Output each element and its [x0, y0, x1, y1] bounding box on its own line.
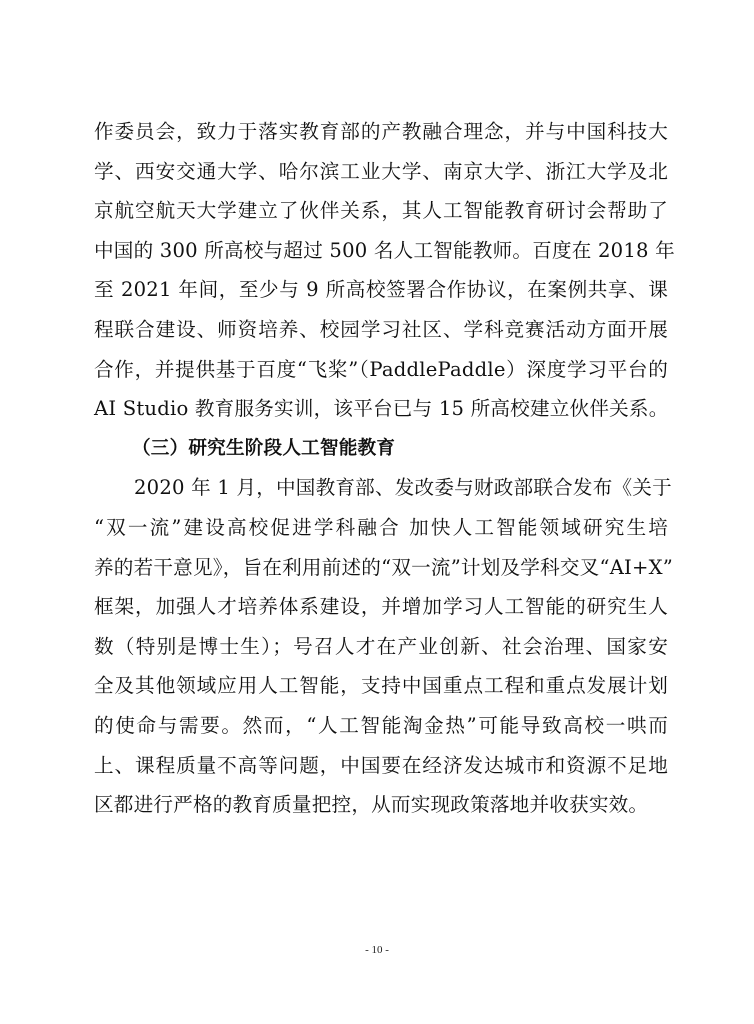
- paragraph-2-line-1: 2020 年 1 月，中国教育部、发改委与财政部联合发布《关于: [134, 476, 672, 500]
- paragraph-1-line-6: 程联合建设、师资培养、校园学习社区、学科竞赛活动方面开展: [94, 317, 668, 341]
- paragraph-1-line-3: 京航空航天大学建立了伙伴关系，其人工智能教育研讨会帮助了: [94, 199, 668, 223]
- paragraph-2-line-3: 养的若干意见》，旨在利用前述的“双一流”计划及学科交叉“AI+X”: [94, 555, 673, 579]
- paragraph-1-line-1: 作委员会，致力于落实教育部的产教融合理念，并与中国科技大: [94, 120, 668, 143]
- paragraph-1-line-8: AI Studio 教育服务实训，该平台已与 15 所高校建立伙伴关系。: [94, 397, 669, 421]
- paragraph-2-line-4: 框架，加强人才培养体系建设，并增加学习人工智能的研究生人: [94, 595, 668, 619]
- paragraph-2-line-6: 全及其他领域应用人工智能，支持中国重点工程和重点发展计划: [94, 674, 668, 698]
- paragraph-2-line-5: 数（特别是博士生）；号召人才在产业创新、社会治理、国家安: [94, 634, 668, 658]
- paragraph-2-line-7: 的使命与需要。然而，“人工智能淘金热”可能导致高校一哄而: [94, 713, 668, 737]
- paragraph-2-line-8: 上、课程质量不高等问题，中国要在经济发达城市和资源不足地: [94, 753, 668, 777]
- body-text: [94, 112, 675, 825]
- page-number: - 10 -: [365, 944, 389, 956]
- paragraph-1-line-2: 学、西安交通大学、哈尔滨工业大学、南京大学、浙江大学及北: [94, 159, 668, 183]
- paragraph-1-line-5: 至 2021 年间，至少与 9 所高校签署合作协议，在案例共享、课: [94, 278, 668, 302]
- paragraph-2-line-2: “双一流”建设高校促进学科融合 加快人工智能领域研究生培: [94, 515, 668, 539]
- paragraph-1-line-4: 中国的 300 所高校与超过 500 名人工智能教师。百度在 2018 年: [94, 238, 675, 262]
- paragraph-1-line-7: 合作，并提供基于百度“飞桨”（PaddlePaddle）深度学习平台的: [94, 357, 668, 381]
- section-heading: （三）研究生阶段人工智能教育: [132, 437, 396, 459]
- paragraph-2-line-9: 区都进行严格的教育质量把控，从而实现政策落地并收获实效。: [94, 793, 649, 817]
